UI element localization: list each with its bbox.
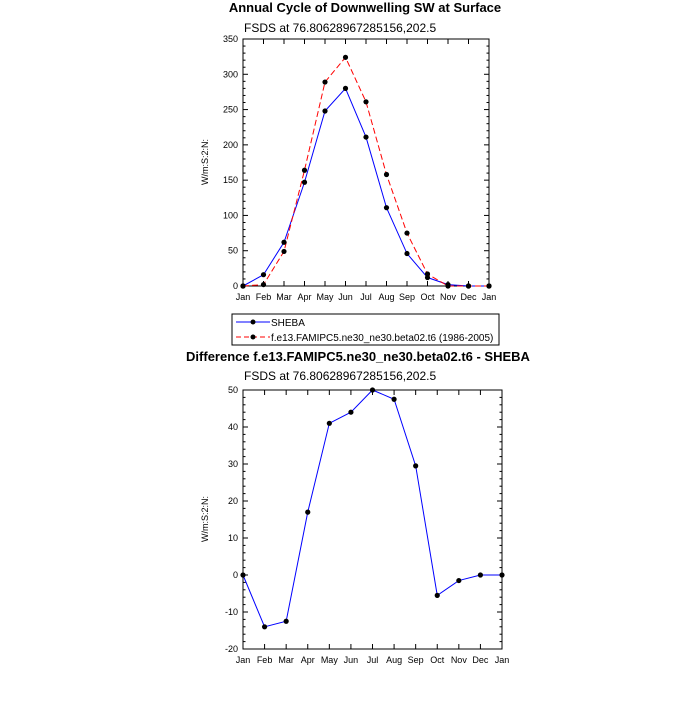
x-tick-label: Jan <box>235 292 251 302</box>
data-point <box>486 283 491 288</box>
data-point <box>445 283 450 288</box>
x-tick-label: Apr <box>300 655 315 665</box>
x-tick-label: Jun <box>343 655 359 665</box>
series-lines <box>243 57 489 286</box>
data-point <box>302 168 307 173</box>
y-tick-label: -20 <box>224 644 238 654</box>
x-tick-label: Dec <box>472 655 489 665</box>
legend-label: f.e13.FAMIPC5.ne30_ne30.beta02.t6 (1986-2005) <box>271 333 494 344</box>
y-tick-label: 350 <box>222 34 238 44</box>
x-tick-label: Mar <box>278 655 294 665</box>
x-tick-label: Jan <box>494 655 510 665</box>
data-point <box>240 572 245 577</box>
x-tick-label: May <box>320 655 338 665</box>
data-point <box>327 421 332 426</box>
plot-frame <box>243 390 502 649</box>
data-point <box>348 410 353 415</box>
y-tick-label: 100 <box>222 210 238 221</box>
y-tick-label: 40 <box>227 422 238 432</box>
data-point <box>478 572 483 577</box>
y-tick-label: -10 <box>224 607 238 617</box>
data-point <box>466 283 471 288</box>
series-line-1 <box>243 57 489 286</box>
y-tick-label: 300 <box>222 69 238 80</box>
data-point <box>499 572 504 577</box>
legend-swatch-marker <box>251 320 256 325</box>
y-tick-label: 10 <box>227 533 238 543</box>
series-points <box>240 387 504 629</box>
y-axis-label: W/m:S:2:N: <box>200 495 210 543</box>
x-tick-label: Feb <box>255 292 272 302</box>
x-tick-label: Nov <box>439 292 457 302</box>
data-point <box>456 578 461 583</box>
y-tick-label: 150 <box>222 175 238 186</box>
data-point <box>425 271 430 276</box>
x-tick-label: Aug <box>386 655 403 665</box>
y-tick-label: 50 <box>227 385 238 395</box>
data-point <box>363 99 368 104</box>
series-line-0 <box>243 88 489 286</box>
x-tick-label: Aug <box>378 292 395 302</box>
data-point <box>413 463 418 468</box>
y-axis-label: W/m:S:2:N: <box>200 138 210 186</box>
x-tick-label: May <box>316 292 334 302</box>
data-point <box>404 251 409 256</box>
data-point <box>404 230 409 235</box>
y-tick-label: 50 <box>227 245 238 256</box>
x-tick-label: Apr <box>297 292 312 302</box>
x-tick-label: Jan <box>235 655 251 665</box>
data-point <box>302 180 307 185</box>
data-point <box>261 282 266 287</box>
x-tick-label: Oct <box>420 292 435 302</box>
data-point <box>281 249 286 254</box>
legend-swatch-marker <box>251 335 256 340</box>
x-tick-label: Jul <box>366 655 379 665</box>
chart-subtitle: FSDS at 76.80628967285156,202.5 <box>244 369 437 383</box>
legend <box>232 314 499 345</box>
y-tick-label: 200 <box>222 139 238 150</box>
series-lines <box>243 390 502 627</box>
data-point <box>384 205 389 210</box>
data-point <box>261 272 266 277</box>
data-point <box>305 509 310 514</box>
chart-subtitle: FSDS at 76.80628967285156,202.5 <box>244 21 437 35</box>
y-tick-label: 20 <box>227 496 238 506</box>
data-point <box>391 397 396 402</box>
y-tick-label: 0 <box>232 281 238 291</box>
y-tick-label: 0 <box>232 570 238 580</box>
x-tick-label: Feb <box>256 655 273 665</box>
x-tick-label: Mar <box>276 292 292 302</box>
data-point <box>384 172 389 177</box>
data-point <box>281 240 286 245</box>
data-point <box>262 624 267 629</box>
series-line-0 <box>243 390 502 627</box>
y-tick-label: 250 <box>222 104 238 115</box>
data-point <box>343 55 348 60</box>
data-point <box>284 619 289 624</box>
data-point <box>322 108 327 113</box>
x-tick-label: Dec <box>460 292 477 302</box>
y-tick-label: 30 <box>227 459 238 469</box>
annual-cycle-panel <box>200 0 501 345</box>
legend-entry-model <box>236 333 493 344</box>
chart-title: Annual Cycle of Downwelling SW at Surface <box>228 0 502 15</box>
axis-ticks <box>223 34 496 302</box>
x-tick-label: Sep <box>407 655 424 665</box>
data-point <box>370 387 375 392</box>
x-tick-label: Jun <box>338 292 353 302</box>
data-point <box>322 79 327 84</box>
data-point <box>240 283 245 288</box>
x-tick-label: Jan <box>481 292 497 302</box>
legend-label: SHEBA <box>271 318 305 329</box>
data-point <box>343 86 348 91</box>
difference-panel <box>186 349 531 665</box>
series-points <box>240 55 491 289</box>
data-point <box>435 593 440 598</box>
chart-title: Difference f.e13.FAMIPC5.ne30_ne30.beta02.t6 - SHEBA <box>186 349 530 364</box>
data-point <box>363 134 368 139</box>
x-tick-label: Jul <box>360 292 372 302</box>
x-tick-label: Sep <box>398 292 416 302</box>
x-tick-label: Oct <box>430 655 445 665</box>
axis-ticks <box>225 385 509 665</box>
x-tick-label: Nov <box>450 655 467 665</box>
